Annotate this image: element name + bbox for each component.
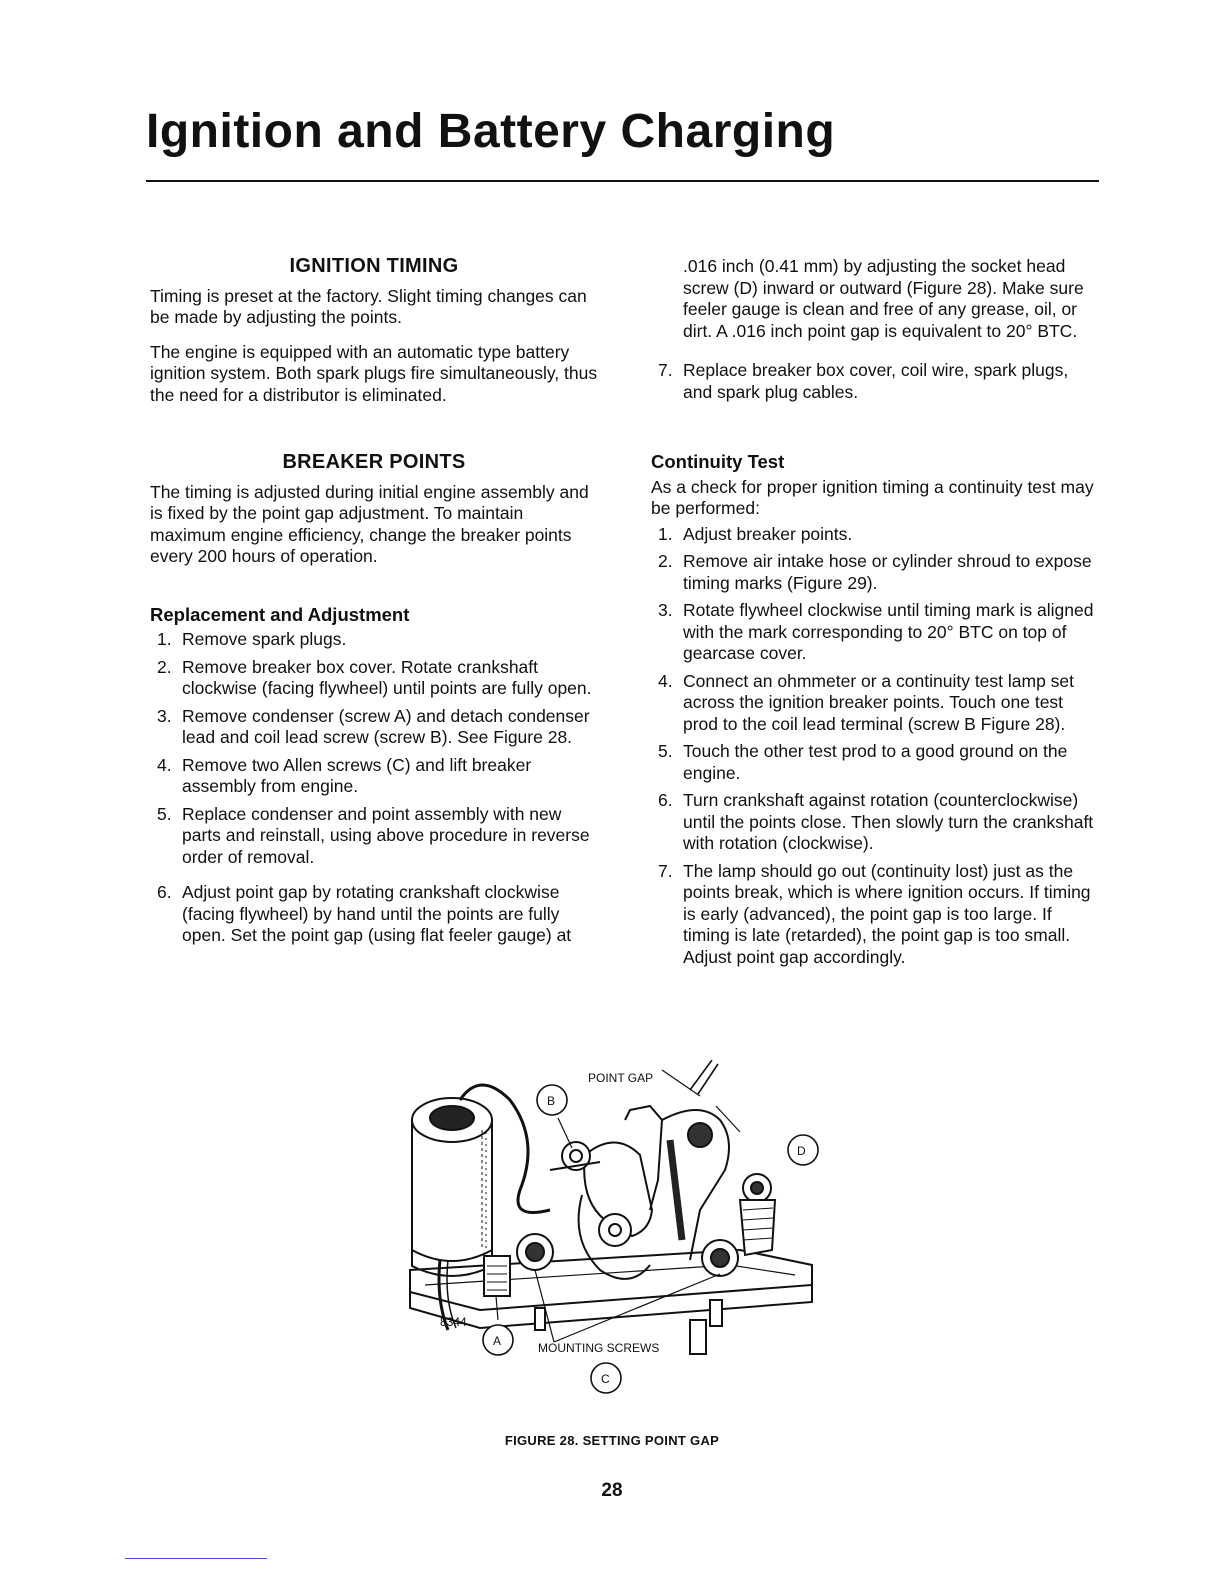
continuity-test-steps: [651, 524, 1101, 969]
replacement-steps: [150, 629, 598, 947]
label-c: C: [601, 1372, 610, 1386]
list-item: 2. Remove air intake hose or cylinder shroud to expose timing marks (Figure 29).: [658, 551, 1092, 593]
list-item: 6. Adjust point gap by rotating crankshaft clockwise (facing flywheel) by hand until the points are fully open. Set the point gap (using flat feeler gauge) at: [157, 882, 572, 945]
list-item: 7. The lamp should go out (continuity lost) just as the points break, which is where ignition occurs. If timing is early (advanced), the point gap is too large. If timing is late (retarded), the point gap is too small. Adjust point gap accordingly.: [658, 860, 1091, 967]
replacement-step-7: [651, 360, 1101, 403]
label-b: B: [547, 1094, 556, 1108]
breaker-points-paragraph: The timing is adjusted during initial engine assembly and is fixed by the point gap adjustment. To maintain maximum engine efficiency, change the breaker points every 200 hours of operation.: [150, 481, 589, 566]
label-a: A: [493, 1334, 502, 1348]
list-item: 1. Remove spark plugs.: [157, 629, 347, 649]
list-item: 4. Remove two Allen screws (C) and lift breaker assembly from engine.: [157, 754, 532, 796]
list-item: 7. Replace breaker box cover, coil wire, spark plugs, and spark plug cables.: [658, 360, 1069, 402]
replacement-heading: Replacement and Adjustment: [150, 603, 410, 625]
page-title: Ignition and Battery Charging: [146, 105, 836, 158]
ignition-timing-paragraph-1: Timing is preset at the factory. Slight timing changes can be made by adjusting the points.: [150, 285, 587, 327]
continuity-test-heading: Continuity Test: [651, 451, 785, 472]
footer-rule: [125, 1558, 267, 1559]
breaker-points-heading: BREAKER POINTS: [282, 451, 466, 473]
list-item: 2. Remove breaker box cover. Rotate crankshaft clockwise (facing flywheel) until points are fully open.: [157, 656, 592, 698]
right-column: [651, 256, 1101, 974]
list-item: 5. Replace condenser and point assembly with new parts and reinstall, using above procedure in reverse order of removal.: [157, 803, 590, 867]
figure-caption: FIGURE 28. SETTING POINT GAP: [504, 1433, 720, 1448]
left-column: [150, 256, 598, 953]
list-item: 3. Rotate flywheel clockwise until timing mark is aligned with the mark corresponding to 20° BTC on top of gearcase cover.: [658, 600, 1094, 663]
continuity-test-intro: As a check for proper ignition timing a continuity test may be performed:: [651, 476, 1094, 518]
label-part-number: 8344: [440, 1315, 467, 1329]
label-d: D: [797, 1144, 806, 1158]
ignition-timing-paragraph-2: The engine is equipped with an automatic type battery ignition system. Both spark plugs fire simultaneously, thus the need for a distributor is eliminated.: [150, 341, 598, 405]
list-item: 6. Turn crankshaft against rotation (counterclockwise) until the points close. Then slowly turn the crankshaft with rotation (clockwise).: [658, 790, 1094, 853]
label-point-gap: POINT GAP: [588, 1071, 654, 1085]
breaker-point-illustration: [400, 1060, 830, 1400]
list-item: 4. Connect an ohmmeter or a continuity test lamp set across the ignition breaker points. Touch one test prod to the coil lead terminal (screw B Figure 28).: [658, 670, 1075, 734]
list-item: 5. Touch the other test prod to a good ground on the engine.: [658, 741, 1068, 783]
step6-continued: .016 inch (0.41 mm) by adjusting the socket head screw (D) inward or outward (Figure 28). Make sure feeler gauge is clean and free of any grease, oil, or dirt. A .016 inch point gap is equivalent to 20° BTC.: [683, 256, 1084, 341]
label-mounting-screws: MOUNTING SCREWS: [538, 1341, 660, 1355]
list-item: 1. Adjust breaker points.: [658, 523, 853, 544]
title-rule: [146, 180, 1099, 182]
ignition-timing-heading: IGNITION TIMING: [289, 255, 459, 277]
list-item: 3. Remove condenser (screw A) and detach condenser lead and coil lead screw (screw B). See Figure 28.: [157, 705, 590, 747]
page-number: 28: [601, 1480, 623, 1501]
figure-drawing: [400, 1060, 830, 1400]
